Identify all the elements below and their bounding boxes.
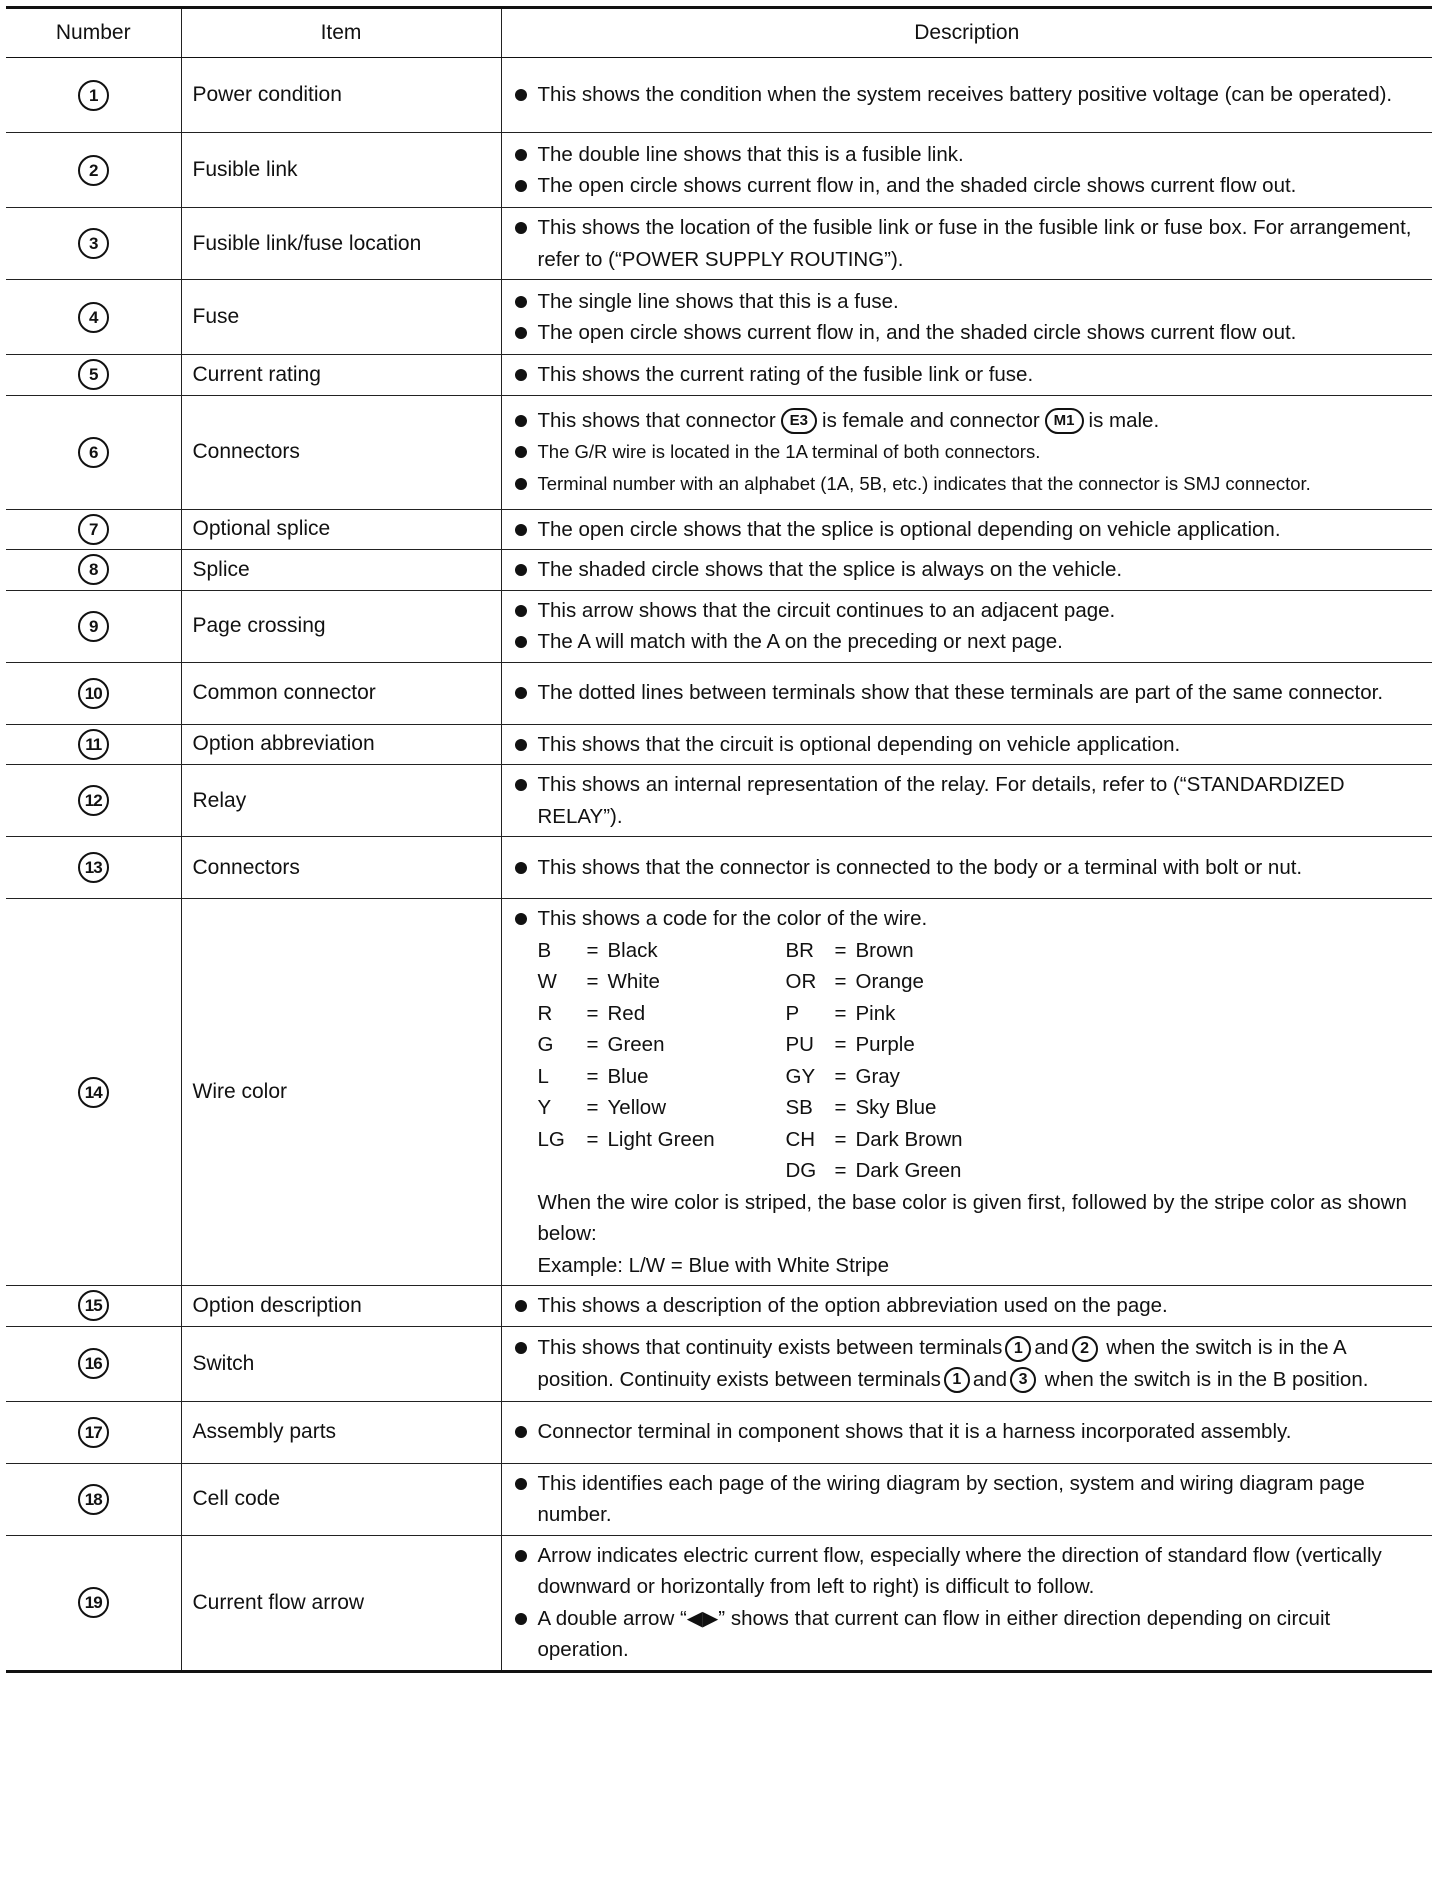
bullet-text: Arrow indicates electric current flow, especially where the direction of standard flow (vertically downward or horizontally from left to right) is difficult to follow. [510, 1540, 1425, 1603]
color-code: BR [785, 938, 814, 962]
bullet-text: The single line shows that this is a fuse. [510, 286, 1425, 318]
text-span: when the switch is in the A position. Continuity exists between terminals [537, 1336, 1346, 1391]
color-code: W [537, 970, 557, 993]
color-name: Brown [855, 938, 914, 962]
color-code: P [785, 1001, 800, 1025]
color-name: Pink [855, 1001, 896, 1025]
legend-body [6, 58, 1432, 1672]
item-cell: Page crossing [181, 590, 501, 662]
circled-number: 5 [78, 359, 109, 390]
color-name: Green [607, 1033, 665, 1056]
table-row [6, 765, 1432, 837]
color-equals: = [834, 1127, 847, 1151]
color-name: Dark Green [855, 1159, 962, 1182]
item-cell: Splice [181, 550, 501, 591]
header-description: Description [501, 8, 1432, 58]
color-code: OR [785, 970, 817, 993]
number-cell [6, 1463, 181, 1535]
bullet-text: This shows that the connector is connected to the body or a terminal with bolt or nut. [510, 852, 1425, 884]
item-cell: Optional splice [181, 509, 501, 550]
color-entry [786, 935, 1186, 967]
circled-number: 3 [78, 228, 109, 259]
text-span: This shows that connector [537, 408, 776, 432]
color-equals: = [586, 938, 599, 962]
item-cell: Power condition [181, 58, 501, 133]
description-cell [501, 280, 1432, 355]
description-cell [501, 765, 1432, 837]
circled-number: 14 [78, 1077, 109, 1108]
bullet-text: The open circle shows that the splice is optional depending on vehicle application. [510, 514, 1425, 546]
bullet-text: A double arrow “◀▶” shows that current can flow in either direction depending on circuit operation. [510, 1603, 1425, 1666]
item-cell: Switch [181, 1326, 501, 1401]
description-cell [501, 724, 1432, 765]
color-name: Light Green [607, 1127, 715, 1151]
table-row [6, 208, 1432, 280]
item-cell: Fusible link [181, 133, 501, 208]
color-code: G [537, 1033, 554, 1056]
circled-number: 7 [78, 514, 109, 545]
bullet-text: This arrow shows that the circuit continues to an adjacent page. [510, 595, 1425, 627]
bullet-text: The double line shows that this is a fusible link. [510, 139, 1425, 171]
item-cell: Connectors [181, 395, 501, 509]
circled-number: 17 [78, 1417, 109, 1448]
circled-number: 1 [78, 80, 109, 111]
item-cell: Assembly parts [181, 1401, 501, 1463]
color-equals: = [586, 1064, 599, 1088]
color-equals: = [834, 1033, 847, 1056]
circled-number: 19 [78, 1587, 109, 1618]
table-row [6, 724, 1432, 765]
number-cell [6, 662, 181, 724]
circled-number: 13 [78, 852, 109, 883]
table-row [6, 1463, 1432, 1535]
table-row [6, 662, 1432, 724]
color-equals: = [834, 1096, 847, 1119]
color-name: Blue [607, 1064, 649, 1088]
number-cell [6, 58, 181, 133]
color-name: Purple [855, 1033, 915, 1056]
table-row [6, 133, 1432, 208]
number-cell [6, 355, 181, 396]
text-span: and [972, 1367, 1008, 1391]
color-entry [786, 1124, 1186, 1156]
item-cell: Common connector [181, 662, 501, 724]
circled-number: 18 [78, 1484, 109, 1515]
bullet-text: This identifies each page of the wiring diagram by section, system and wiring diagram page number. [510, 1468, 1425, 1531]
item-cell: Fuse [181, 280, 501, 355]
bullet-text: This shows a code for the color of the wire. [510, 903, 1425, 935]
circled-number: 4 [78, 302, 109, 333]
circled-number: 15 [78, 1290, 109, 1321]
color-column-left [538, 935, 786, 1187]
connector-symbol-m1: M1 [1045, 408, 1084, 434]
bullet-text: Terminal number with an alphabet (1A, 5B, etc.) indicates that the connector is SMJ connector. [510, 468, 1425, 500]
table-row [6, 355, 1432, 396]
color-entry [538, 1061, 786, 1093]
table-row [6, 1286, 1432, 1327]
color-entry [538, 1124, 786, 1156]
item-cell: Relay [181, 765, 501, 837]
number-cell [6, 899, 181, 1286]
color-code: R [537, 1001, 553, 1025]
color-equals: = [586, 1033, 599, 1056]
color-name: Gray [855, 1064, 900, 1088]
description-cell [501, 1286, 1432, 1327]
circled-number: 12 [78, 785, 109, 816]
stripe-example: Example: L/W = Blue with White Stripe [537, 1253, 889, 1277]
header-number: Number [6, 8, 181, 58]
number-cell [6, 280, 181, 355]
number-cell [6, 724, 181, 765]
description-cell [501, 590, 1432, 662]
color-entry [786, 1061, 1186, 1093]
item-cell: Connectors [181, 837, 501, 899]
color-entry [538, 1029, 786, 1061]
color-name: Yellow [607, 1096, 667, 1119]
text-span: is male. [1088, 408, 1160, 432]
circled-number: 6 [78, 437, 109, 468]
description-cell [501, 1535, 1432, 1671]
description-cell [501, 355, 1432, 396]
color-column-right [786, 935, 1186, 1187]
number-cell [6, 509, 181, 550]
number-cell [6, 590, 181, 662]
text-span: is female and connector [822, 408, 1040, 432]
number-cell [6, 1535, 181, 1671]
color-entry [538, 998, 786, 1030]
description-cell [501, 1326, 1432, 1401]
color-name: Dark Brown [855, 1127, 963, 1151]
table-row [6, 1535, 1432, 1671]
item-cell: Current flow arrow [181, 1535, 501, 1671]
color-entry [786, 998, 1186, 1030]
table-row [6, 550, 1432, 591]
description-cell [501, 58, 1432, 133]
connector-symbol-e3: E3 [781, 408, 817, 434]
bullet-text: The A will match with the A on the preceding or next page. [510, 626, 1425, 658]
bullet-text: The shaded circle shows that the splice is always on the vehicle. [510, 554, 1425, 586]
text-span: This shows that continuity exists between terminals [537, 1336, 1003, 1359]
number-cell [6, 837, 181, 899]
color-name: Orange [855, 970, 924, 993]
circled-number: 2 [78, 155, 109, 186]
table-row [6, 58, 1432, 133]
bullet-text [510, 1332, 1425, 1395]
color-code-grid [510, 935, 1425, 1187]
terminal-symbol: 3 [1010, 1367, 1036, 1393]
color-name: White [607, 970, 660, 993]
color-equals: = [834, 1159, 847, 1182]
text-span: when the switch is in the B position. [1044, 1367, 1369, 1391]
color-name: Sky Blue [855, 1096, 937, 1119]
table-row [6, 1401, 1432, 1463]
description-cell [501, 899, 1432, 1286]
color-code: CH [785, 1127, 816, 1151]
circled-number: 11 [78, 729, 109, 760]
bullet-text: This shows the condition when the system receives battery positive voltage (can be operated). [510, 79, 1425, 111]
bullet-text: This shows the current rating of the fusible link or fuse. [510, 359, 1425, 391]
color-equals: = [586, 1001, 599, 1025]
description-cell [501, 1463, 1432, 1535]
description-cell [501, 395, 1432, 509]
description-cell [501, 133, 1432, 208]
terminal-symbol: 1 [1005, 1336, 1031, 1362]
table-row [6, 1326, 1432, 1401]
table-row [6, 509, 1432, 550]
color-equals: = [834, 1001, 847, 1025]
color-equals: = [586, 970, 599, 993]
table-row [6, 899, 1432, 1286]
text-span: and [1034, 1336, 1069, 1359]
circled-number: 8 [78, 554, 109, 585]
color-code: LG [537, 1127, 565, 1151]
header-row [6, 8, 1432, 58]
bullet-text: This shows an internal representation of the relay. For details, refer to (“STANDARDIZED RELAY”). [510, 769, 1425, 832]
color-code: PU [785, 1033, 814, 1056]
color-code: GY [785, 1064, 816, 1088]
header-item: Item [181, 8, 501, 58]
color-name: Black [607, 938, 658, 962]
number-cell [6, 395, 181, 509]
color-code: L [537, 1064, 549, 1088]
color-entry [786, 1029, 1186, 1061]
table-row [6, 590, 1432, 662]
number-cell [6, 1326, 181, 1401]
color-name: Red [607, 1001, 646, 1025]
bullet-text: The G/R wire is located in the 1A terminal of both connectors. [510, 436, 1425, 468]
description-cell [501, 509, 1432, 550]
table-row [6, 395, 1432, 509]
color-equals: = [586, 1127, 599, 1151]
bullet-text: The dotted lines between terminals show that these terminals are part of the same connector. [510, 677, 1425, 709]
color-equals: = [586, 1096, 599, 1119]
color-entry [538, 966, 786, 998]
item-cell: Current rating [181, 355, 501, 396]
color-entry [786, 966, 1186, 998]
number-cell [6, 765, 181, 837]
description-cell [501, 550, 1432, 591]
color-entry [538, 935, 786, 967]
bullet-text: This shows the location of the fusible link or fuse in the fusible link or fuse box. For arrangement, refer to (“POWER SUPPLY ROUTING”). [510, 212, 1425, 275]
color-code: Y [537, 1096, 552, 1119]
number-cell [6, 208, 181, 280]
stripe-note: When the wire color is striped, the base color is given first, followed by the stripe color as shown below: [537, 1190, 1407, 1245]
description-cell [501, 208, 1432, 280]
number-cell [6, 550, 181, 591]
wiring-diagram-legend [6, 6, 1432, 1673]
color-code: DG [785, 1159, 817, 1182]
number-cell [6, 1286, 181, 1327]
item-cell: Option abbreviation [181, 724, 501, 765]
description-cell [501, 662, 1432, 724]
circled-number: 16 [78, 1348, 109, 1379]
item-cell: Cell code [181, 1463, 501, 1535]
bullet-text: This shows that the circuit is optional depending on vehicle application. [510, 729, 1425, 761]
bullet-text: The open circle shows current flow in, and the shaded circle shows current flow out. [510, 170, 1425, 202]
color-equals: = [834, 938, 847, 962]
color-equals: = [834, 970, 847, 993]
bullet-text [510, 405, 1425, 437]
bullet-text: The open circle shows current flow in, and the shaded circle shows current flow out. [510, 317, 1425, 349]
terminal-symbol: 2 [1072, 1336, 1098, 1362]
item-cell: Option description [181, 1286, 501, 1327]
number-cell [6, 1401, 181, 1463]
bullet-text: Connector terminal in component shows that it is a harness incorporated assembly. [510, 1416, 1425, 1448]
description-cell [501, 837, 1432, 899]
color-code: SB [785, 1096, 813, 1119]
legend-table [6, 6, 1432, 1673]
color-entry [786, 1092, 1186, 1124]
item-cell: Fusible link/fuse location [181, 208, 501, 280]
terminal-symbol: 1 [944, 1367, 970, 1393]
color-equals: = [834, 1064, 847, 1088]
description-cell [501, 1401, 1432, 1463]
color-entry [538, 1092, 786, 1124]
circled-number: 10 [78, 678, 109, 709]
item-cell: Wire color [181, 899, 501, 1286]
color-entry [786, 1155, 1186, 1187]
bullet-text: This shows a description of the option abbreviation used on the page. [510, 1290, 1425, 1322]
number-cell [6, 133, 181, 208]
circled-number: 9 [78, 611, 109, 642]
table-row [6, 280, 1432, 355]
color-code: B [537, 938, 552, 962]
table-row [6, 837, 1432, 899]
